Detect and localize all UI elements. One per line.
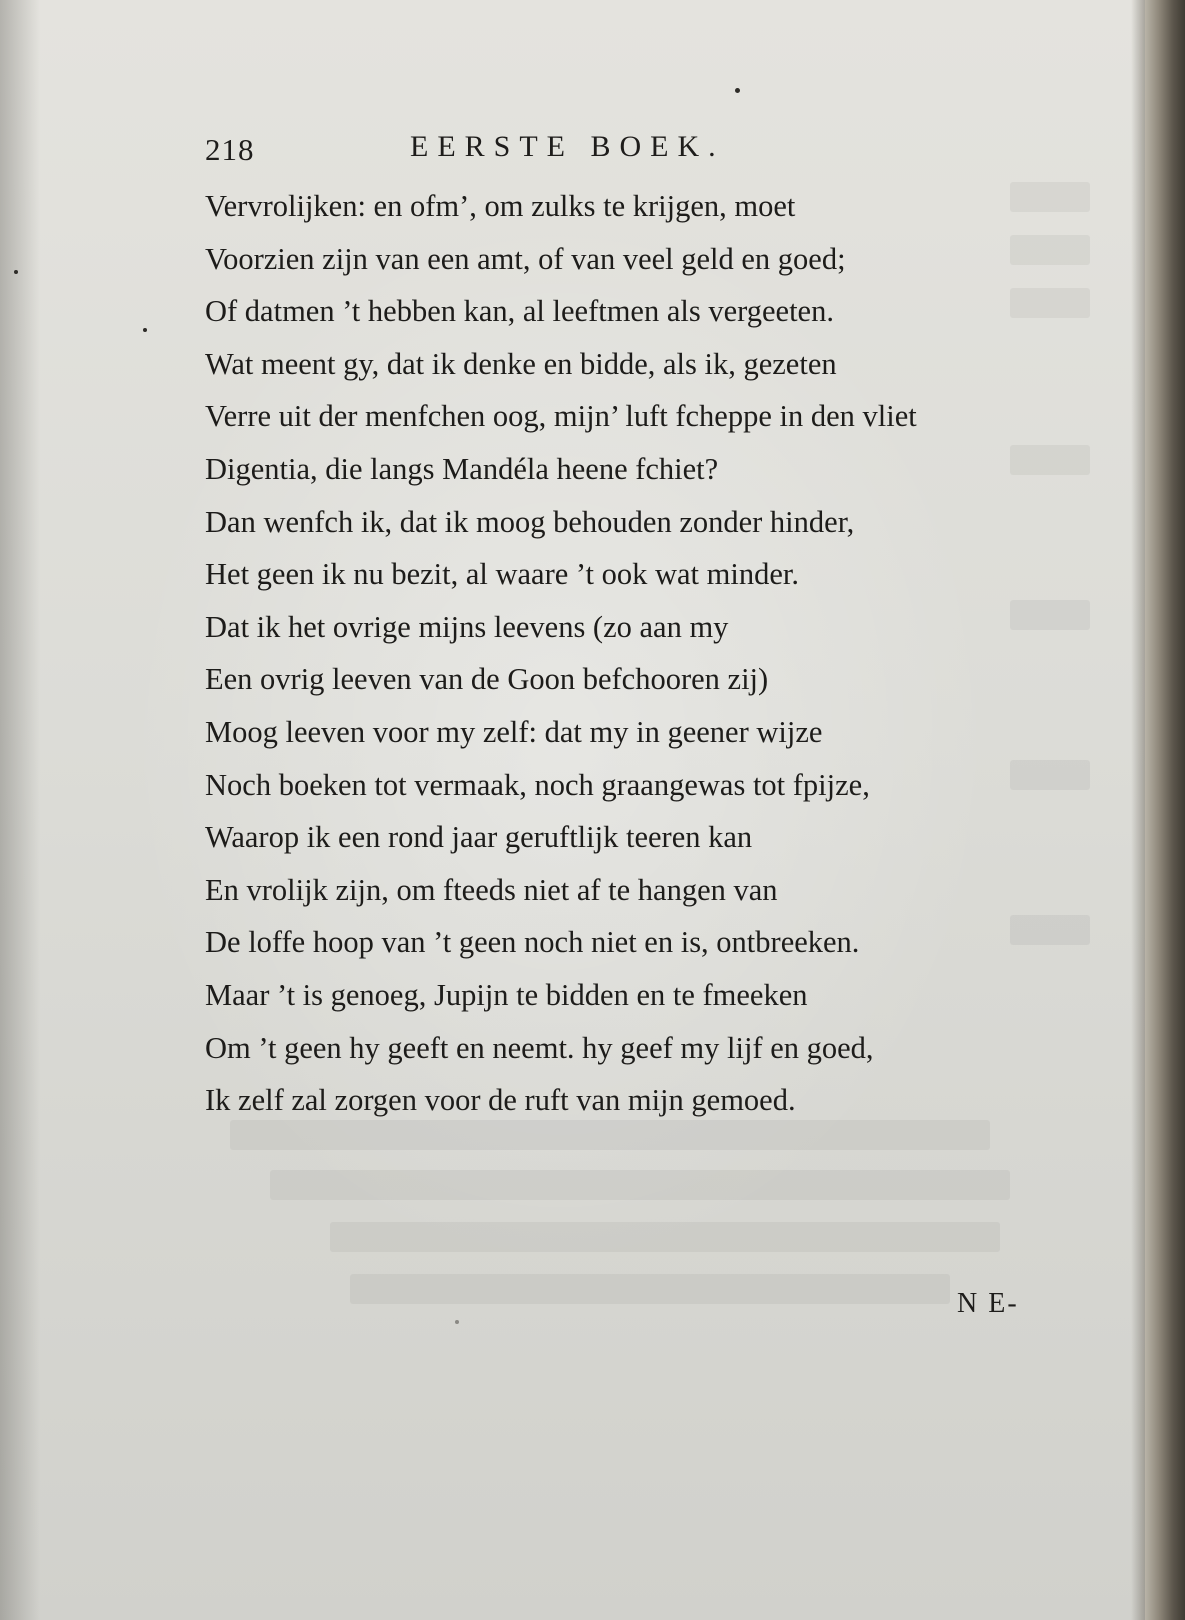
- catchword: N E-: [957, 1288, 1019, 1319]
- poem-line: Waarop ik een rond jaar geruftlijk teeren kan: [205, 820, 753, 855]
- book-binding: [1145, 0, 1185, 1620]
- poem-line: Dat ik het ovrige mijns leevens (zo aan my: [205, 609, 729, 644]
- page-binding-shadow: [1131, 0, 1145, 1620]
- show-through-line: [350, 1274, 950, 1304]
- poem-text: [205, 180, 1065, 1127]
- paper-speck: [455, 1320, 459, 1324]
- poem-line: Dan wenfch ik, dat ik moog behouden zonder hinder,: [205, 504, 855, 539]
- poem-line: Digentia, die langs Mandéla heene fchiet?: [205, 451, 719, 486]
- poem-line: Vervrolijken: en ofm’, om zulks te krijgen, moet: [205, 189, 796, 223]
- poem-line: Verre uit der menfchen oog, mijn’ luft fcheppe in den vliet: [205, 399, 917, 434]
- show-through-line: [330, 1222, 1000, 1252]
- paper-speck: [143, 328, 147, 332]
- poem-line: Voorzien zijn van een amt, of van veel geld en goed;: [205, 241, 846, 276]
- poem-line: De loffe hoop van ’t geen noch niet en is, ontbreeken.: [205, 925, 860, 960]
- show-through-line: [270, 1170, 1010, 1200]
- poem-line: Moog leeven voor my zelf: dat my in geener wijze: [205, 714, 823, 749]
- poem-line: Het geen ik nu bezit, al waare ’t ook wat minder.: [205, 557, 799, 592]
- poem-line: Een ovrig leeven van de Goon befchooren zij): [205, 662, 769, 697]
- poem-line: Of datmen ’t hebben kan, al leeftmen als vergeeten.: [205, 294, 834, 329]
- poem-line: En vrolijk zijn, om fteeds niet af te hangen van: [205, 872, 778, 907]
- running-head: EERSTE BOEK.: [410, 130, 725, 163]
- page-header: [205, 128, 845, 172]
- poem-line: Noch boeken tot vermaak, noch graangewas tot fpijze,: [205, 767, 870, 802]
- poem-line: Wat meent gy, dat ik denke en bidde, als ik, gezeten: [205, 346, 837, 381]
- poem-line: Ik zelf zal zorgen voor de ruft van mijn gemoed.: [205, 1083, 796, 1118]
- paper-speck: [14, 270, 18, 274]
- poem-line: Maar ’t is genoeg, Jupijn te bidden en te fmeeken: [205, 977, 808, 1012]
- page-number: 218: [205, 132, 255, 167]
- paper-speck: [735, 88, 740, 93]
- poem-line: Om ’t geen hy geeft en neemt. hy geef my lijf en goed,: [205, 1030, 874, 1065]
